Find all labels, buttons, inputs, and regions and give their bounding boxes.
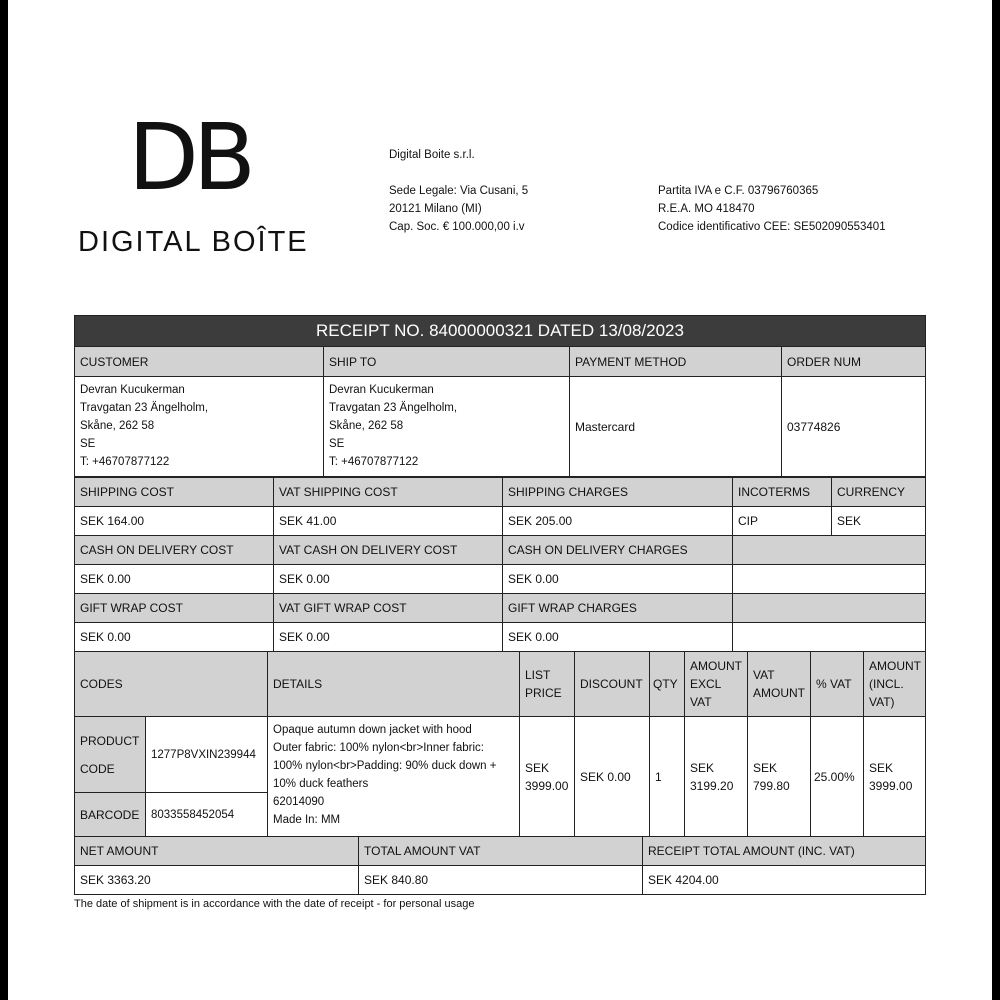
shipping-cost-label: SHIPPING COST <box>74 477 274 507</box>
product-code: 1277P8VXIN239944 <box>145 716 268 793</box>
vat-amount-header: VAT AMOUNT <box>747 651 811 717</box>
amount-incl-header: AMOUNT (INCL. VAT) <box>863 651 926 717</box>
discount-header: DISCOUNT <box>574 651 650 717</box>
address-line: Cap. Soc. € 100.000,00 i.v <box>389 221 525 233</box>
gift-charges-label: GIFT WRAP CHARGES <box>502 593 733 623</box>
list-price-header: LIST PRICE <box>519 651 575 717</box>
item-details: Opaque autumn down jacket with hood Outer fabric: 100% nylon<br>Inner fabric: 100% nylon<br>Padding: 90% duck down + 10% duck feathers 62014090 Made In: MM <box>267 716 520 837</box>
currency: SEK <box>831 506 926 536</box>
amount-excl-header: AMOUNT EXCL VAT <box>684 651 748 717</box>
discount: SEK 0.00 <box>574 716 650 837</box>
total-vat: SEK 840.80 <box>358 865 643 895</box>
receipt-total-label: RECEIPT TOTAL AMOUNT (INC. VAT) <box>642 836 926 866</box>
order-number: 03774826 <box>781 376 926 477</box>
barcode: 8033558452054 <box>145 792 268 837</box>
gift-cost-label: GIFT WRAP COST <box>74 593 274 623</box>
tax-line: Partita IVA e C.F. 03796760365 <box>658 185 819 197</box>
vat-shipping-label: VAT SHIPPING COST <box>273 477 503 507</box>
empty-cell <box>732 564 926 594</box>
logo-mark: DB <box>128 104 250 211</box>
gift-cost: SEK 0.00 <box>74 622 274 652</box>
customer-header: CUSTOMER <box>74 346 324 377</box>
qty-header: QTY <box>649 651 685 717</box>
empty-cell <box>732 535 926 565</box>
footnote: The date of shipment is in accordance with the date of receipt - for personal usage <box>74 898 475 910</box>
cod-charges-label: CASH ON DELIVERY CHARGES <box>502 535 733 565</box>
net-amount: SEK 3363.20 <box>74 865 359 895</box>
ship-to-header: SHIP TO <box>323 346 570 377</box>
details-header: DETAILS <box>267 651 520 717</box>
list-price: SEK 3999.00 <box>519 716 575 837</box>
receipt-title: RECEIPT NO. 84000000321 DATED 13/08/2023 <box>74 315 926 347</box>
qty: 1 <box>649 716 685 837</box>
incoterms-label: INCOTERMS <box>732 477 832 507</box>
vat-cod: SEK 0.00 <box>273 564 503 594</box>
tax-line: R.E.A. MO 418470 <box>658 203 755 215</box>
shipping-charges-label: SHIPPING CHARGES <box>502 477 733 507</box>
vat-gift: SEK 0.00 <box>273 622 503 652</box>
payment-method: Mastercard <box>569 376 782 477</box>
amount-incl: SEK 3999.00 <box>863 716 926 837</box>
logo-text: DIGITAL BOÎTE <box>78 226 309 258</box>
vat-amount: SEK 799.80 <box>747 716 811 837</box>
codes-header: CODES <box>74 651 268 717</box>
net-amount-label: NET AMOUNT <box>74 836 359 866</box>
address-line: Sede Legale: Via Cusani, 5 <box>389 185 529 197</box>
vat-pct: 25.00% <box>810 716 864 837</box>
incoterms: CIP <box>732 506 832 536</box>
empty-cell <box>732 593 926 623</box>
amount-excl: SEK 3199.20 <box>684 716 748 837</box>
cod-charges: SEK 0.00 <box>502 564 733 594</box>
cod-cost: SEK 0.00 <box>74 564 274 594</box>
payment-header: PAYMENT METHOD <box>569 346 782 377</box>
company-address <box>389 182 528 236</box>
vat-cod-label: VAT CASH ON DELIVERY COST <box>273 535 503 565</box>
tax-line: Codice identificativo CEE: SE502090553401 <box>658 221 886 233</box>
order-header: ORDER NUM <box>781 346 926 377</box>
address-line: 20121 Milano (MI) <box>389 203 482 215</box>
gift-charges: SEK 0.00 <box>502 622 733 652</box>
product-code-label: PRODUCT CODE <box>74 716 146 793</box>
total-vat-label: TOTAL AMOUNT VAT <box>358 836 643 866</box>
company-name: Digital Boite s.r.l. <box>389 149 475 161</box>
ship-to-address: Devran Kucukerman Travgatan 23 Ängelholm, Skåne, 262 58 SE T: +46707877122 <box>323 376 570 477</box>
empty-cell <box>732 622 926 652</box>
barcode-label: BARCODE <box>74 792 146 837</box>
vat-gift-label: VAT GIFT WRAP COST <box>273 593 503 623</box>
cod-cost-label: CASH ON DELIVERY COST <box>74 535 274 565</box>
currency-label: CURRENCY <box>831 477 926 507</box>
receipt-page <box>8 0 992 1000</box>
shipping-cost: SEK 164.00 <box>74 506 274 536</box>
vat-shipping: SEK 41.00 <box>273 506 503 536</box>
receipt-total: SEK 4204.00 <box>642 865 926 895</box>
shipping-charges: SEK 205.00 <box>502 506 733 536</box>
company-tax-info <box>658 182 886 236</box>
vat-pct-header: % VAT <box>810 651 864 717</box>
customer-address: Devran Kucukerman Travgatan 23 Ängelholm, Skåne, 262 58 SE T: +46707877122 <box>74 376 324 477</box>
